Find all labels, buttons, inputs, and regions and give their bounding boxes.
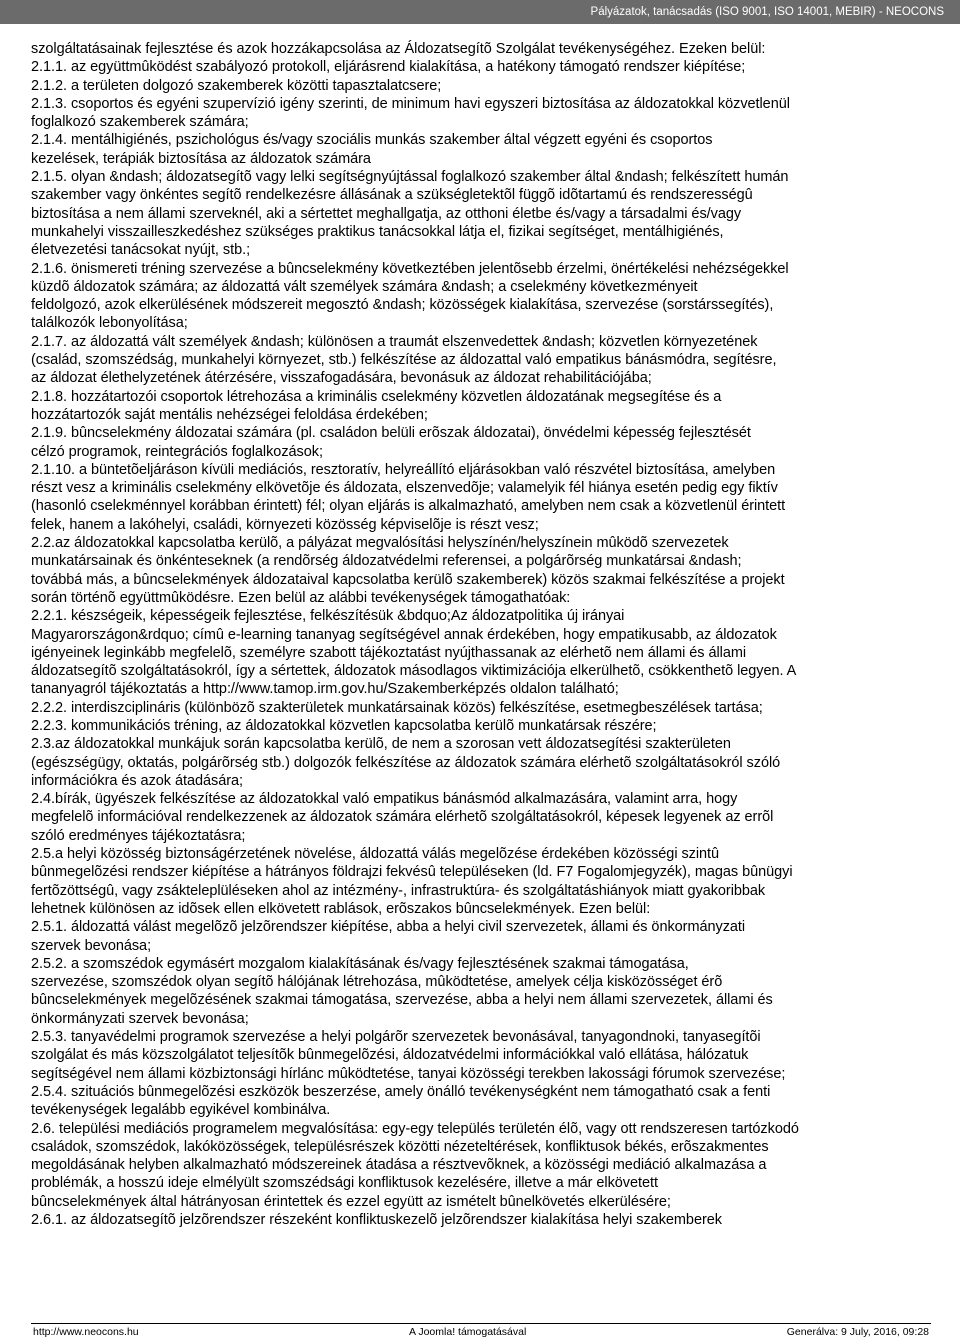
footer-generated: Generálva: 9 July, 2016, 09:28 bbox=[786, 1326, 929, 1338]
page-header bbox=[0, 0, 960, 24]
text-line: segítségével nem állami közbiztonsági hírlánc mûködtetése, tanyai közösségi terekben lakossági fórumok szervezése; bbox=[31, 1065, 786, 1082]
text-line: 2.2.2. interdiszciplináris (különbözõ szakterületek munkatársainak közös) felkészítése, esetmegbeszélések tartása; bbox=[31, 699, 763, 716]
text-line: 2.1.3. csoportos és egyéni szupervízió igény szerinti, de minimum havi egyszeri biztosítása az áldozatokkal közvetlenül bbox=[31, 95, 790, 112]
text-line: megoldásának helyben alkalmazható módszereinek átadása a résztvevõknek, a közösségi mediáció alkalmazása a bbox=[31, 1157, 767, 1174]
text-line: megfelelõ információval rendelkezzenek az áldozatok számára elérhetõ szolgáltatásokról, képesek legyenek az errõl bbox=[31, 809, 774, 826]
text-line: 2.5.4. szituációs bûnmegelõzési eszközök beszerzése, amely önálló tevékenységként nem támogatható csak a fenti bbox=[31, 1083, 771, 1100]
text-line: fertõzöttségû, vagy zsákteleplüléseken ahol az intézmény-, infrastruktúra- és szolgáltatáshiányok miatt gyakoribbak bbox=[31, 882, 766, 899]
text-line: (hasonló cselekménnyel korábban érintett) fél; olyan eljárás is alkalmazható, amelyben nem csak a közvetlenül érintett bbox=[31, 498, 786, 515]
text-line: kezelések, terápiák biztosítása az áldozatok számára bbox=[31, 150, 371, 167]
text-line: 2.1.9. bûncselekmény áldozatai számára (pl. családon belüli erõszak áldozatai), önvédelmi képesség fejlesztését bbox=[31, 425, 751, 442]
text-line: szakember vagy önkéntes segítõ rendelkezésre állásának a szükségletektõl függõ idõtartamú és rendszerességû bbox=[31, 187, 753, 204]
text-line: 2.5.2. a szomszédok egymásért mozgalom kialakításának és/vagy fejlesztésének szakmai támogatása, bbox=[31, 955, 689, 972]
text-line: 2.1.6. önismereti tréning szervezése a bûncselekmény következtében jelentõsebb érzelmi, önértékelési nehézségekkel bbox=[31, 260, 789, 277]
document-body bbox=[31, 40, 933, 1229]
text-line: hozzátartozók saját mentális nehézségei feloldása érdekében; bbox=[31, 406, 428, 423]
text-line: bûnmegelõzési rendszer kiépítése a hátrányos földrajzi fekvésû településeken (ld. F7 Fogalomjegyzék), magas bûnügyi bbox=[31, 864, 793, 881]
text-line: szóló eredményes tájékoztatásra; bbox=[31, 827, 246, 844]
text-line: feldolgozó, azok elkerülésének módszereit megosztó &ndash; közösségek kialakítása, szervezése (sorstárssegítés), bbox=[31, 297, 774, 314]
text-line: 2.5.a helyi közösség biztonságérzetének növelése, áldozattá válás megelõzése érdekében közösségi szintû bbox=[31, 846, 720, 863]
text-line: 2.1.5. olyan &ndash; áldozatsegítõ vagy lelki segítségnyújtással foglalkozó szakember által &ndash; felkészített humán bbox=[31, 169, 789, 186]
text-line: Magyarországon&rdquo; címû e-learning tananyag segítségével annak érdekében, hogy empatikusabb, az áldozatok bbox=[31, 626, 777, 643]
text-line: tevékenységek legalább egyikével kombinálva. bbox=[31, 1102, 331, 1119]
text-line: bûncselekmények megelõzésének szakmai támogatása, szervezése, abba a helyi nem állami szervezetek, állami és bbox=[31, 992, 773, 1009]
text-line: 2.2.1. készségeik, képességeik fejlesztése, felkészítésük &bdquo;Az áldozatpolitika új irányai bbox=[31, 608, 625, 625]
text-line: 2.2.3. kommunikációs tréning, az áldozatokkal közvetlen kapcsolatba kerülõ munkatársak részére; bbox=[31, 717, 657, 734]
text-line: 2.1.8. hozzátartozói csoportok létrehozása a kriminális cselekmény közvetlen áldozatának megsegítése és a bbox=[31, 388, 722, 405]
text-line: szervezése, szomszédok olyan segítõ hálójának létrehozása, mûködtetése, amelyek célja kisközösséget érõ bbox=[31, 974, 723, 991]
text-line: munkahelyi visszailleszkedéshez szükséges praktikus tanácsokkal látja el, fizikai segítséget, mentálhigiénés, bbox=[31, 223, 724, 240]
text-line: igényeinek leginkább megfelelõ, személyre szabott tájékoztatást nyújthassanak az elérhetõ nem állami és állami bbox=[31, 644, 747, 661]
text-line: információkra és azok átadására; bbox=[31, 772, 243, 789]
text-line: (család, szomszédság, munkahelyi környezet, stb.) felkészítése az áldozattal való empatikus bánásmódra, segítésre, bbox=[31, 352, 777, 369]
text-line: 2.6.1. az áldozatsegítõ jelzõrendszer részeként konfliktuskezelõ jelzõrendszer kialakítása helyi szakemberek bbox=[31, 1212, 722, 1228]
text-line: áldozatsegítõ szolgáltatásokról, így a sértettek, áldozatok másodlagos viktimizációja elkerülhetõ, csökkenthetõ legyen. A bbox=[31, 663, 797, 680]
site-title: Pályázatok, tanácsadás (ISO 9001, ISO 14001, MEBIR) - NEOCONS bbox=[590, 6, 944, 18]
text-line: szolgálat és más közszolgálatot teljesítõk bûnmegelõzési, áldozatvédelmi információkkal való ellátása, hálózatuk bbox=[31, 1047, 749, 1064]
text-line: 2.6. települési mediációs programelem megvalósítása: egy-egy település területén élõ, vagy ott rendszeresen tartózkodó bbox=[31, 1120, 799, 1137]
text-line: lehetnek különösen az idõsek ellen elkövetett rablások, erõszakos bûncselekmények. Ezen belül: bbox=[31, 900, 651, 917]
text-line: biztosítása a nem állami szerveknél, aki a sértettet meghallgatja, az otthoni életbe és/vagy a társadalmi és/vagy bbox=[31, 205, 742, 222]
text-line: családok, szomszédok, lakóközösségek, településrészek közötti nézeteltérések, konfliktusok békés, erõszakmentes bbox=[31, 1138, 769, 1155]
text-line: 2.1.4. mentálhigiénés, pszichológus és/vagy szociális munkás szakember által végzett egyéni és csoportos bbox=[31, 132, 713, 149]
text-line: célzó programok, reintegrációs foglalkozások; bbox=[31, 443, 323, 460]
text-line: 2.3.az áldozatokkal munkájuk során kapcsolatba kerülõ, de nem a szorosan vett áldozatsegítési szakterületen bbox=[31, 736, 731, 753]
text-line: (egészségügy, oktatás, polgárõrség stb.) dolgozók felkészítése az áldozatok számára elérhetõ szolgáltatásokról szóló bbox=[31, 754, 781, 771]
text-line: az áldozat élethelyzetének átérzésére, visszafogadására, bevonásuk az áldozat rehabilitációjába; bbox=[31, 370, 652, 387]
text-line: bûncselekmények által hátrányosan érintettek és ezzel együtt az ismételt bûnelkövetés elkerülésére; bbox=[31, 1193, 671, 1210]
text-line: szolgáltatásainak fejlesztése és azok hozzákapcsolása az Áldozatsegítõ Szolgálat tevékenységéhez. Ezeken belül: bbox=[31, 41, 766, 57]
text-line: 2.1.10. a büntetõeljáráson kívüli mediációs, resztoratív, helyreállító eljárásokban való részvétel biztosítása, amelyben bbox=[31, 461, 776, 478]
text-line: foglalkozó szakemberek számára; bbox=[31, 114, 249, 131]
text-line: találkozók lebonyolítása; bbox=[31, 315, 188, 332]
text-line: 2.1.1. az együttmûködést szabályozó protokoll, eljárásrend kialakítása, a hatékony támogató rendszer kiépítése; bbox=[31, 59, 746, 76]
text-line: részt vesz a kriminális cselekmény elkövetõje és áldozata, elszenvedõje; valamelyik fél hiánya esetén pedig egy fiktív bbox=[31, 480, 778, 497]
text-line: 2.4.bírák, ügyészek felkészítése az áldozatokkal való empatikus bánásmód alkalmazására, valamint arra, hogy bbox=[31, 791, 738, 808]
text-line: 2.2.az áldozatokkal kapcsolatba kerülõ, a pályázat megvalósítási helyszínén/helyszínein mûködõ szervezetek bbox=[31, 535, 729, 552]
text-line: küzdõ áldozatok számára; az áldozattá vált személyek számára &ndash; a cselekmény következményeit bbox=[31, 278, 698, 295]
text-line: 2.5.3. tanyavédelmi programok szervezése a helyi polgárõr szervezetek bevonásával, tanyagondnoki, tanyasegítõi bbox=[31, 1029, 761, 1046]
text-line: életvezetési tanácsokat nyújt, stb.; bbox=[31, 242, 251, 259]
text-line: tananyagról tájékoztatás a http://www.tamop.irm.gov.hu/Szakemberképzés oldalon található; bbox=[31, 681, 619, 698]
footer-credit: A Joomla! támogatásával bbox=[409, 1326, 527, 1338]
text-line: 2.1.7. az áldozattá vált személyek &ndash; különösen a traumát elszenvedettek &ndash; közvetlen környezetének bbox=[31, 333, 758, 350]
text-line: munkatársainak és önkénteseknek (a rendõrség áldozatvédelmi referensei, a polgárõrség munkatársai &ndash; bbox=[31, 553, 742, 570]
text-line: 2.5.1. áldozattá válást megelõzõ jelzõrendszer kiépítése, abba a helyi civil szervezetek, állami és önkormányzati bbox=[31, 919, 746, 936]
page-footer bbox=[31, 1323, 931, 1338]
text-line: során történõ együttmûködésre. Ezen belül az alábbi tevékenységek támogathatóak: bbox=[31, 589, 571, 606]
footer-url[interactable]: http://www.neocons.hu bbox=[33, 1326, 139, 1338]
text-line: szervek bevonása; bbox=[31, 937, 152, 954]
text-line: önkormányzati szervek bevonása; bbox=[31, 1010, 249, 1027]
text-line: problémák, a hosszú ideje elmélyült szomszédsági konfliktusok kezelésére, illetve a már elkövetett bbox=[31, 1175, 658, 1192]
text-line: továbbá más, a bûncselekmények áldozataival kapcsolatba kerülõ szakemberek) közös szakmai felkészítése a projekt bbox=[31, 571, 785, 588]
text-line: felek, hanem a lakóhelyi, családi, környezeti közösség képviselõje is részt vesz; bbox=[31, 516, 539, 533]
text-line: 2.1.2. a területen dolgozó szakemberek közötti tapasztalatcsere; bbox=[31, 77, 442, 94]
